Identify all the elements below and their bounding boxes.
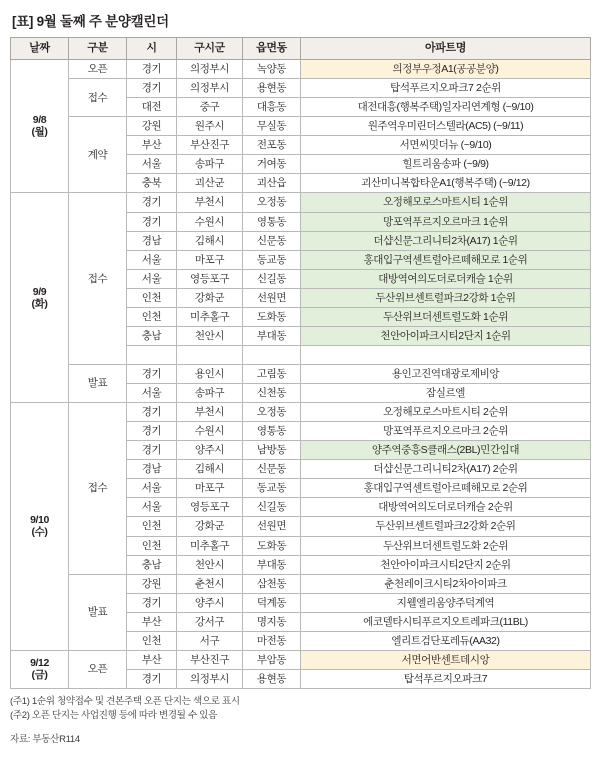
cell-date: 9/9 (화) — [11, 193, 69, 403]
column-header-date: 날짜 — [11, 38, 69, 60]
cell-eupmyeondong: 부대동 — [243, 326, 301, 345]
cell-gusigun: 의정부시 — [177, 60, 243, 79]
table-header — [11, 38, 591, 60]
cell-apartment-name — [301, 345, 591, 364]
cell-kind: 계약 — [69, 117, 127, 193]
cell-gusigun: 강서구 — [177, 612, 243, 631]
cell-apartment-name: 엘리트검단포레듀(AA32) — [301, 631, 591, 650]
cell-si: 경기 — [127, 403, 177, 422]
cell-si: 경기 — [127, 79, 177, 98]
cell-gusigun: 부산진구 — [177, 136, 243, 155]
cell-si: 경기 — [127, 422, 177, 441]
cell-eupmyeondong: 대흥동 — [243, 98, 301, 117]
table-header-row — [11, 38, 591, 60]
cell-eupmyeondong: 동교동 — [243, 479, 301, 498]
cell-apartment-name: 춘천레이크시티2차아이파크 — [301, 574, 591, 593]
cell-gusigun: 원주시 — [177, 117, 243, 136]
cell-apartment-name: 홍대입구역센트럴아르떼해모로 2순위 — [301, 479, 591, 498]
cell-kind: 오픈 — [69, 60, 127, 79]
cell-eupmyeondong: 신문동 — [243, 231, 301, 250]
table-row — [11, 193, 591, 212]
cell-si: 경기 — [127, 669, 177, 688]
cell-si: 경기 — [127, 364, 177, 383]
cell-gusigun: 부천시 — [177, 403, 243, 422]
cell-eupmyeondong: 영통동 — [243, 422, 301, 441]
cell-apartment-name: 탑석푸르지오파크7 2순위 — [301, 79, 591, 98]
cell-gusigun: 송파구 — [177, 384, 243, 403]
cell-eupmyeondong: 선원면 — [243, 517, 301, 536]
cell-gusigun: 천안시 — [177, 555, 243, 574]
cell-gusigun: 수원시 — [177, 422, 243, 441]
cell-gusigun: 춘천시 — [177, 574, 243, 593]
cell-eupmyeondong: 동교동 — [243, 250, 301, 269]
cell-gusigun: 강화군 — [177, 288, 243, 307]
column-header-apartment: 아파트명 — [301, 38, 591, 60]
cell-kind: 발표 — [69, 364, 127, 402]
cell-eupmyeondong: 부대동 — [243, 555, 301, 574]
table-row — [11, 574, 591, 593]
cell-apartment-name: 서면씨밋더뉴 (~9/10) — [301, 136, 591, 155]
column-header-kind: 구분 — [69, 38, 127, 60]
cell-date: 9/10 (수) — [11, 403, 69, 651]
cell-eupmyeondong: 녹양동 — [243, 60, 301, 79]
cell-gusigun: 영등포구 — [177, 498, 243, 517]
cell-apartment-name: 원주역우미린더스텔라(AC5) (~9/11) — [301, 117, 591, 136]
cell-si: 부산 — [127, 650, 177, 669]
cell-apartment-name: 괴산미니복합타운A1(행복주택) (~9/12) — [301, 174, 591, 193]
cell-eupmyeondong: 부암동 — [243, 650, 301, 669]
cell-si: 서울 — [127, 498, 177, 517]
cell-gusigun: 서구 — [177, 631, 243, 650]
cell-apartment-name: 더샵신문그리니티2차(A17) 1순위 — [301, 231, 591, 250]
table-row — [11, 117, 591, 136]
column-header-gusigun: 구시군 — [177, 38, 243, 60]
cell-apartment-name: 두산위브더센트럴도화 2순위 — [301, 536, 591, 555]
cell-eupmyeondong: 무실동 — [243, 117, 301, 136]
cell-si: 경기 — [127, 441, 177, 460]
column-header-si: 시 — [127, 38, 177, 60]
cell-apartment-name: 두산위브더센트럴도화 1순위 — [301, 307, 591, 326]
cell-si: 경남 — [127, 460, 177, 479]
cell-eupmyeondong: 도화동 — [243, 307, 301, 326]
cell-gusigun: 양주시 — [177, 593, 243, 612]
cell-si: 강원 — [127, 117, 177, 136]
cell-eupmyeondong: 덕계동 — [243, 593, 301, 612]
cell-apartment-name: 서면어반센트데시앙 — [301, 650, 591, 669]
cell-apartment-name: 망포역푸르지오르마크 1순위 — [301, 212, 591, 231]
cell-apartment-name: 대방역여의도더로더캐슬 1순위 — [301, 269, 591, 288]
column-header-eupmyeondong: 읍면동 — [243, 38, 301, 60]
cell-si: 부산 — [127, 612, 177, 631]
cell-apartment-name: 망포역푸르지오르마크 2순위 — [301, 422, 591, 441]
cell-apartment-name: 천안아이파크시티2단지 2순위 — [301, 555, 591, 574]
cell-gusigun: 의정부시 — [177, 669, 243, 688]
cell-gusigun: 용인시 — [177, 364, 243, 383]
cell-si — [127, 345, 177, 364]
table-row — [11, 403, 591, 422]
cell-apartment-name: 잠실르엘 — [301, 384, 591, 403]
cell-si: 서울 — [127, 384, 177, 403]
cell-eupmyeondong: 신천동 — [243, 384, 301, 403]
cell-gusigun: 강화군 — [177, 517, 243, 536]
cell-si: 인천 — [127, 536, 177, 555]
cell-apartment-name: 두산위브센트럴파크2강화 1순위 — [301, 288, 591, 307]
cell-si: 경기 — [127, 60, 177, 79]
cell-date: 9/8 (월) — [11, 60, 69, 193]
cell-gusigun: 괴산군 — [177, 174, 243, 193]
cell-eupmyeondong: 오정동 — [243, 193, 301, 212]
cell-apartment-name: 에코델타시티푸르지오트레파크(11BL) — [301, 612, 591, 631]
cell-apartment-name: 천안아이파크시티2단지 1순위 — [301, 326, 591, 345]
cell-eupmyeondong: 용현동 — [243, 79, 301, 98]
note-line: (주1) 1순위 청약접수 및 견본주택 오픈 단지는 색으로 표시 — [10, 696, 240, 707]
cell-gusigun: 김해시 — [177, 231, 243, 250]
cell-kind: 발표 — [69, 574, 127, 650]
source-line: 자료: 부동산R114 — [10, 733, 80, 745]
cell-kind: 접수 — [69, 79, 127, 117]
cell-eupmyeondong: 선원면 — [243, 288, 301, 307]
cell-apartment-name: 의정부우정A1(공공분양) — [301, 60, 591, 79]
cell-kind: 접수 — [69, 193, 127, 365]
cell-eupmyeondong — [243, 345, 301, 364]
cell-eupmyeondong: 용현동 — [243, 669, 301, 688]
cell-apartment-name: 오정해모로스마트시티 1순위 — [301, 193, 591, 212]
cell-si: 경기 — [127, 593, 177, 612]
table-notes — [10, 695, 590, 724]
cell-gusigun — [177, 345, 243, 364]
cell-gusigun: 양주시 — [177, 441, 243, 460]
cell-gusigun: 마포구 — [177, 479, 243, 498]
page-title: [표] 9월 둘째 주 분양캘린더 — [12, 14, 169, 29]
cell-gusigun: 중구 — [177, 98, 243, 117]
cell-eupmyeondong: 괴산읍 — [243, 174, 301, 193]
cell-gusigun: 부천시 — [177, 193, 243, 212]
cell-si: 경기 — [127, 193, 177, 212]
cell-apartment-name: 용인고진역대광로제비앙 — [301, 364, 591, 383]
cell-si: 대전 — [127, 98, 177, 117]
cell-date: 9/12 (금) — [11, 650, 69, 688]
table-row — [11, 364, 591, 383]
cell-apartment-name: 오정해모로스마트시티 2순위 — [301, 403, 591, 422]
cell-gusigun: 의정부시 — [177, 79, 243, 98]
cell-eupmyeondong: 마전동 — [243, 631, 301, 650]
cell-apartment-name: 양주역중흥S클래스(2BL)민간임대 — [301, 441, 591, 460]
cell-si: 서울 — [127, 155, 177, 174]
cell-apartment-name: 대방역여의도더로더캐슬 2순위 — [301, 498, 591, 517]
cell-eupmyeondong: 신길동 — [243, 269, 301, 288]
cell-gusigun: 영등포구 — [177, 269, 243, 288]
cell-apartment-name: 두산위브센트럴파크2강화 2순위 — [301, 517, 591, 536]
table-row — [11, 79, 591, 98]
cell-eupmyeondong: 신문동 — [243, 460, 301, 479]
cell-eupmyeondong: 전포동 — [243, 136, 301, 155]
cell-eupmyeondong: 도화동 — [243, 536, 301, 555]
cell-kind: 오픈 — [69, 650, 127, 688]
cell-si: 인천 — [127, 631, 177, 650]
cell-gusigun: 송파구 — [177, 155, 243, 174]
cell-eupmyeondong: 오정동 — [243, 403, 301, 422]
cell-apartment-name: 탑석푸르지오파크7 — [301, 669, 591, 688]
cell-eupmyeondong: 명지동 — [243, 612, 301, 631]
cell-si: 경기 — [127, 212, 177, 231]
cell-kind: 접수 — [69, 403, 127, 575]
cell-eupmyeondong: 신길동 — [243, 498, 301, 517]
cell-si: 강원 — [127, 574, 177, 593]
cell-eupmyeondong: 남방동 — [243, 441, 301, 460]
cell-si: 서울 — [127, 250, 177, 269]
cell-si: 부산 — [127, 136, 177, 155]
cell-eupmyeondong: 삼천동 — [243, 574, 301, 593]
cell-apartment-name: 홍대입구역센트럴아르떼해모로 1순위 — [301, 250, 591, 269]
cell-apartment-name: 지웰엘리움양주덕계역 — [301, 593, 591, 612]
cell-gusigun: 미추홀구 — [177, 536, 243, 555]
cell-gusigun: 김해시 — [177, 460, 243, 479]
cell-si: 서울 — [127, 479, 177, 498]
cell-eupmyeondong: 거여동 — [243, 155, 301, 174]
cell-eupmyeondong: 고림동 — [243, 364, 301, 383]
cell-gusigun: 마포구 — [177, 250, 243, 269]
supply-calendar-table — [10, 37, 591, 689]
cell-apartment-name: 대전대흥(행복주택)일자리연계형 (~9/10) — [301, 98, 591, 117]
cell-apartment-name: 힐트리움송파 (~9/9) — [301, 155, 591, 174]
cell-si: 충남 — [127, 326, 177, 345]
cell-si: 충북 — [127, 174, 177, 193]
cell-gusigun: 천안시 — [177, 326, 243, 345]
cell-gusigun: 수원시 — [177, 212, 243, 231]
cell-si: 인천 — [127, 517, 177, 536]
note-line: (주2) 오픈 단지는 사업진행 등에 따라 변경될 수 있음 — [10, 710, 217, 722]
cell-eupmyeondong: 영통동 — [243, 212, 301, 231]
cell-si: 인천 — [127, 288, 177, 307]
cell-apartment-name: 더샵신문그리니티2차(A17) 2순위 — [301, 460, 591, 479]
cell-si: 경남 — [127, 231, 177, 250]
cell-gusigun: 부산진구 — [177, 650, 243, 669]
cell-gusigun: 미추홀구 — [177, 307, 243, 326]
cell-si: 인천 — [127, 307, 177, 326]
table-row — [11, 650, 591, 669]
cell-si: 서울 — [127, 269, 177, 288]
cell-si: 충남 — [127, 555, 177, 574]
table-body — [11, 60, 591, 689]
table-row — [11, 60, 591, 79]
